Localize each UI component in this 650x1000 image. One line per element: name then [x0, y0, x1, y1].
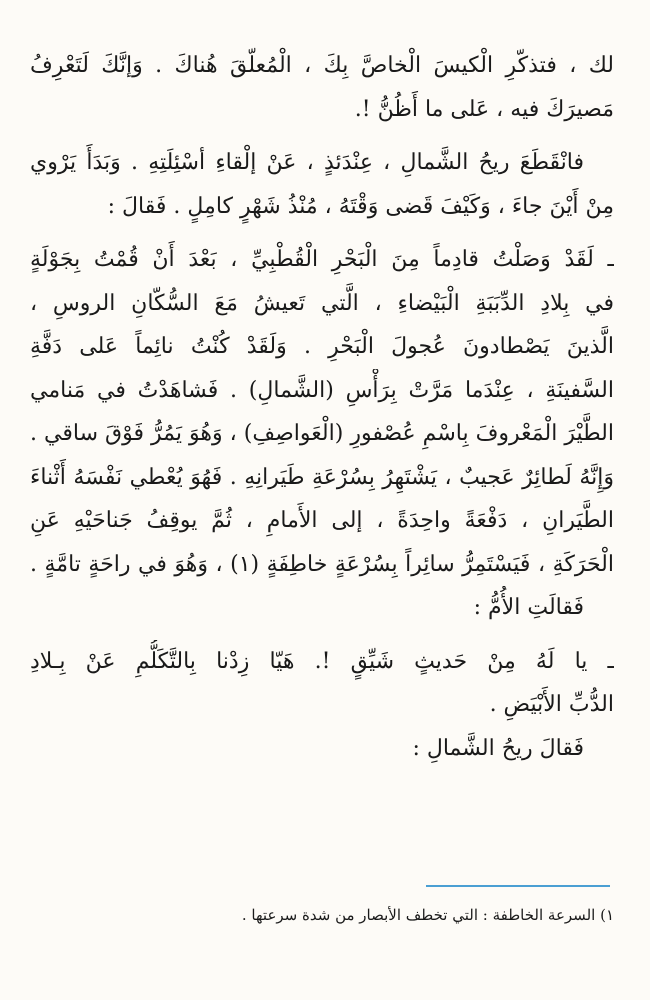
text-line: السَّفينَةِ ، عِنْدَما مَرَّتْ بِرَأْسِ (الشَّمالِ) . فَشاهَدْتُ في مَنامي [30, 377, 614, 403]
page-body-text [30, 44, 614, 770]
text-line: الْحَرَكَةِ ، فَيَسْتَمِرُّ سائِراً بِسُرْعَةٍ خاطِفَةٍ (١) ، وَهُوَ في راحَةٍ تامَّةٍ . [30, 551, 614, 577]
text-line: فَقالَ ريحُ الشَّمالِ : [412, 735, 584, 761]
text-line: في بِلادِ الدِّبَبَةِ الْبَيْضاءِ ، الَّتي تَعيشُ مَعَ السُّكّانِ الروسِ ، [30, 290, 614, 316]
footnote-divider [426, 885, 610, 887]
text-line: الطَّيْرَ الْمَعْروفَ بِاسْمِ عُصْفورِ (الْعَواصِفِ) ، وَهُوَ يَمُرُّ فَوْقَ ساقي . [30, 421, 614, 446]
text-line: ـ يا لَهُ مِنْ حَديثٍ شَيِّقٍ !. هَيّا زِدْنا بِالتَّكَلُّمِ عَنْ بِـلادِ [30, 648, 614, 674]
text-line: فَقالَتِ الأُمُّ : [473, 595, 584, 620]
text-line: مِنْ أَيْنَ جاءَ ، وَكَيْفَ قَضى وَقْتَهُ ، مُنْذُ شَهْرٍ كامِلٍ . فَقالَ : [107, 193, 614, 219]
text-line: ـ لَقَدْ وَصَلْتُ قادِماً مِنَ الْبَحْرِ الْقُطْبِيِّ ، بَعْدَ أَنْ قُمْتُ بِجَوْلَةٍ [30, 247, 614, 272]
text-line: الَّذينَ يَصْطادونَ عُجولَ الْبَحْرِ . وَلَقَدْ كُنْتُ نائِماً عَلى دَفَّةِ [30, 334, 614, 359]
text-line: الطَّيَرانِ ، دَفْعَةً واحِدَةً ، إلى الأَمامِ ، ثُمَّ يوقِفُ جَناحَيْهِ عَنِ [30, 508, 614, 533]
text-line: لك ، فتذكّرِ الْكيسَ الْخاصَّ بِكَ ، الْمُعلّقَ هُناكَ . وَإنَّكَ لَتَعْرِفُ [30, 53, 614, 78]
text-line: مَصيرَكَ فيه ، عَلى ما أَظُنُّ !. [354, 96, 614, 122]
footnote: ١) السرعة الخاطفة : التي تخطف الأبصار من شدة سرعتها . [241, 906, 614, 924]
text-line: وَإِنَّهُ لَطائِرٌ عَجيبٌ ، يَشْتَهِرُ بِسُرْعَةِ طَيَرانِهِ . فَهُوَ يُعْطي نَفْسَهُ أَثْناءَ [30, 464, 614, 490]
text-line: فانْقَطَعَ ريحُ الشَّمالِ ، عِنْدَئذٍ ، عَنْ إلْقاءِ أسْئِلَتِهِ . وَبَدَأَ يَرْوي [30, 150, 584, 175]
text-line: الدُّبِّ الأَبْيَضِ . [489, 692, 614, 717]
